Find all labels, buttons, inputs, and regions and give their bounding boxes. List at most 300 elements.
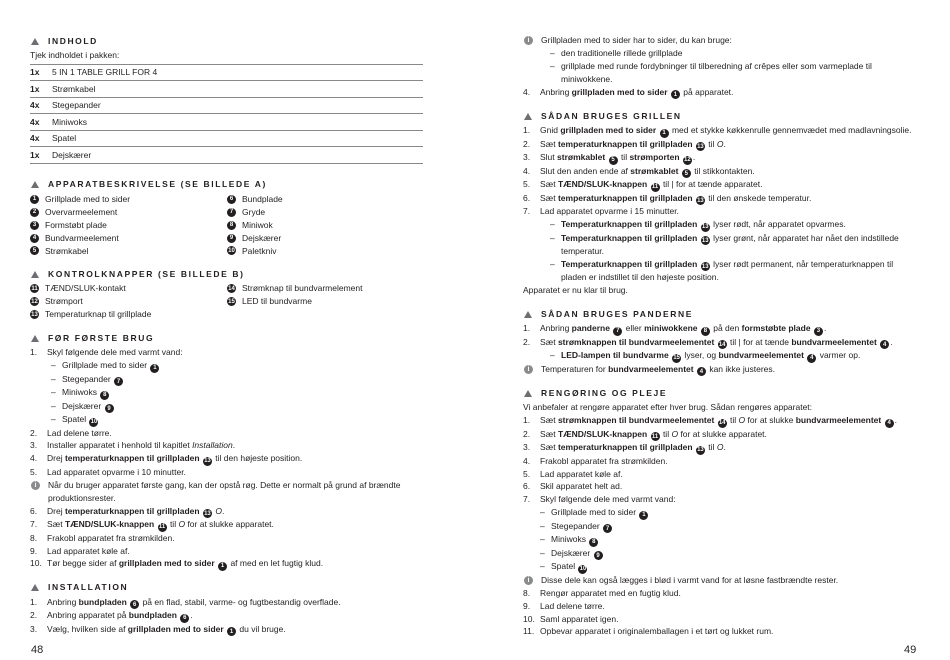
warning-triangle-icon (31, 335, 39, 342)
number-badge: 7 (603, 524, 612, 533)
step-3: 3. Installer apparatet i henhold til kapitlet Installation. (30, 440, 236, 451)
step-text: for at slukke apparatet. (678, 428, 767, 439)
bold-term: TÆND/SLUK-knappen (64, 519, 155, 530)
list-item (30, 232, 227, 245)
step-text: til | for at tænde apparatet. (660, 179, 763, 190)
parts-list (30, 193, 425, 258)
step-6: 6. Skil apparatet helt ad. (523, 480, 920, 493)
number-badge: 5 (682, 169, 691, 178)
step-4: 4. Drej temperaturknappen til grillpladen 13 til den højeste position. (30, 453, 303, 465)
controls-list (30, 282, 425, 321)
qty-cell: 4x (30, 130, 52, 147)
number-badge: 14 (228, 285, 235, 292)
table-row (30, 147, 423, 164)
sub-item: – Miniwoks 8 (523, 533, 920, 547)
sub-text: Dejskærer (551, 547, 591, 558)
list-item (30, 282, 227, 295)
step-8: 8. Frakobl apparatet fra strømkilden. (30, 532, 425, 545)
sub-item: – Dejskærer 9 (523, 547, 920, 561)
list-item (227, 245, 423, 258)
bold-term: strømkablet (557, 152, 606, 163)
sub-text: lyser, og (682, 350, 719, 361)
sub-item: – Miniwoks 8 (30, 386, 425, 400)
bold-term: Temperaturknappen til grillpladen (561, 219, 698, 230)
step-3: 3. Vælg, hvilken side af grillpladen med to sider 1 du vil bruge. (30, 623, 286, 635)
bold-term: grillpladen med to sider (560, 125, 657, 136)
info-icon: i (31, 481, 40, 490)
number-badge: 10 (90, 419, 98, 426)
sub-item: – Temperaturknappen til grillpladen 13 lyser rødt permanent, når temperaturknappen til pladen er indstillet til den højeste position. (550, 258, 894, 283)
sub-text: Spatel (551, 561, 576, 572)
number-badge: 14 (718, 341, 726, 348)
page-number-left: 48 (31, 644, 44, 656)
table-row (30, 97, 423, 114)
off-symbol: O (671, 428, 679, 439)
step-text: . (823, 323, 827, 334)
step-text: Lad delene tørre. (47, 427, 112, 438)
number-badge: 2 (30, 208, 39, 217)
part-label: Overvarmeelement (45, 206, 118, 217)
step-text: til | for at tænde (727, 336, 792, 347)
number-badge: 8 (100, 391, 109, 400)
number-badge: 11 (158, 524, 166, 531)
table-row (30, 81, 423, 98)
sub-item: – grillplade med runde fordybninger til tilberedning af crêpes eller som varmeplade til miniwokkene. (523, 60, 920, 86)
step-11: 11. Opbevar apparatet i originalemballagen i et tørt og lukket rum. (523, 625, 920, 638)
number-badge: 8 (227, 221, 236, 230)
section-pans-use (523, 307, 920, 376)
number-badge: 5 (609, 156, 618, 165)
part-label: Strømkabel (45, 245, 89, 256)
number-badge: 9 (227, 234, 236, 243)
bold-term: strømknappen til bundvarmeelementet (557, 415, 715, 426)
tip (30, 479, 425, 505)
step-text: . (894, 415, 897, 426)
bold-term: Temperaturknappen til grillpladen (561, 232, 698, 243)
step-text: Sæt (540, 138, 558, 149)
step-text: Skyl følgende dele med varmt vand: (540, 494, 676, 505)
sub-text: Spatel (62, 414, 87, 425)
step-5: 5. Sæt TÆND/SLUK-knappen 11 til | for at tænde apparatet. (523, 179, 763, 191)
info-icon: i (524, 365, 533, 374)
sub-item: – Stegepander 7 (523, 520, 920, 534)
bold-term: bundpladen (78, 596, 127, 607)
bold-term: temperaturknappen til grillpladen (64, 453, 200, 464)
number-badge: 7 (114, 377, 123, 386)
sub-text: lyser grønt, når apparatet har nået den indstillede temperatur. (561, 232, 899, 257)
item-cell: 5 IN 1 TABLE GRILL FOR 4 (52, 64, 423, 81)
bold-term: formstøbte plade (741, 323, 811, 334)
step-9: 9. Lad delene tørre. (523, 600, 920, 613)
section-title: RENGØRING OG PLEJE (541, 387, 668, 398)
bold-term: strømkablet (630, 165, 679, 176)
item-cell: Spatel (52, 130, 423, 147)
step-text: . (692, 152, 696, 163)
part-label: Strømport (45, 296, 83, 307)
info-icon: i (524, 576, 533, 585)
step-4: 4. Slut den anden ende af strømkablet 5 til stikkontakten. (523, 165, 755, 177)
number-badge: 13 (701, 237, 709, 244)
sub-item: – Spatel 10 (51, 414, 98, 426)
bold-term: Temperaturknappen til grillpladen (561, 258, 698, 269)
step-text: Skil apparatet helt ad. (540, 481, 623, 492)
off-symbol: O (716, 138, 724, 149)
step-text: Lad delene tørre. (540, 600, 605, 611)
step-7: 7. Sæt TÆND/SLUK-knappen 11 til O for at slukke apparatet. (30, 519, 274, 531)
step-text: Slut (540, 152, 558, 163)
sub-item: – LED-lampen til bundvarme 15 lyser, og bundvarmeelementet 4 varmer op. (550, 350, 861, 362)
part-label: Miniwok (242, 219, 273, 230)
step-3: 3. Sæt temperaturknappen til grillpladen 13 til O. (523, 442, 726, 454)
off-symbol: O (178, 519, 186, 530)
bold-term: grillpladen med to sider (571, 86, 668, 97)
step-text: af med en let fugtig klud. (228, 558, 324, 569)
step-text: til (167, 519, 179, 530)
number-badge: 15 (228, 298, 235, 305)
step-text: Sæt (540, 336, 558, 347)
step-text: Lad apparatet opvarme i 10 minutter. (47, 466, 186, 477)
contents-table (30, 64, 423, 164)
section-title: INDHOLD (48, 35, 98, 46)
sub-text: den traditionelle rillede grillplade (561, 47, 683, 58)
left-page (30, 34, 425, 646)
step-text: Gnid (540, 125, 561, 136)
bold-term: bundvarmeelementet (795, 415, 882, 426)
bold-term: bundvarmeelementet (791, 336, 877, 347)
warning-triangle-icon (524, 390, 532, 397)
step-text: Drej (47, 453, 65, 464)
step-text: på apparatet. (680, 86, 734, 97)
section-contents (30, 34, 425, 164)
step-text: Installer apparatet i henhold til kapitlet (47, 440, 193, 451)
list-item (227, 219, 423, 232)
number-badge: 13 (697, 143, 704, 150)
step-text: Skyl følgende dele med varmt vand: (47, 347, 183, 358)
step-text: Tør begge sider af (47, 558, 119, 569)
sub-text: lyser rødt permanent, når temperaturknappen til pladen er indstillet til den højeste position. (561, 258, 894, 283)
step-text: Sæt (47, 519, 65, 530)
number-badge: 11 (651, 184, 659, 191)
number-badge: 4 (885, 419, 894, 428)
list-item (30, 295, 227, 308)
item-cell: Strømkabel (52, 81, 423, 98)
number-badge: 13 (204, 458, 211, 465)
sub-item: – Grillplade med to sider 1 (523, 506, 920, 520)
number-badge: 6 (180, 614, 189, 623)
step-text: til (705, 442, 717, 453)
bold-term: temperaturknappen til grillpladen (557, 192, 693, 203)
number-badge: 13 (701, 263, 709, 270)
tip-text: kan ikke justeres. (706, 363, 775, 374)
bold-term: bundpladen (128, 610, 177, 621)
step-text: Sæt (540, 442, 558, 453)
part-label: Grillplade med to sider (45, 193, 131, 204)
sub-item: – Temperaturknappen til grillpladen 13 lyser rødt, når apparatet opvarmes. (550, 219, 846, 231)
step-5: 5. Lad apparatet køle af. (523, 468, 920, 481)
page-number-right: 49 (904, 644, 917, 656)
tip-text: Temperaturen for (541, 363, 609, 374)
bold-term: bundvarmeelementet (608, 363, 694, 374)
number-badge: 9 (105, 404, 114, 413)
step-text: Rengør apparatet med en fugtig klud. (540, 587, 681, 598)
part-label: Bundplade (242, 193, 283, 204)
step-4: 4. Frakobl apparatet fra strømkilden. (523, 455, 920, 468)
step-text: Slut den anden ende af (540, 165, 631, 176)
number-badge: 15 (673, 355, 680, 362)
qty-cell: 1x (30, 64, 52, 81)
step-text: til (618, 152, 630, 163)
step-text: Frakobl apparatet fra strømkilden. (540, 455, 668, 466)
section-title: SÅDAN BRUGES GRILLEN (541, 110, 682, 121)
step-7: 7. Lad apparatet opvarme i 15 minutter. (523, 205, 920, 218)
step-text: på en flad, stabil, varme- og fugtbestandig overflade. (140, 596, 341, 607)
bold-term: temperaturknappen til grillpladen (557, 442, 693, 453)
bold-term: LED-lampen til bundvarme (561, 350, 669, 361)
step-text: Anbring (540, 86, 572, 97)
step-8: 8. Rengør apparatet med en fugtig klud. (523, 587, 920, 600)
step-text: til den ønskede temperatur. (705, 192, 812, 203)
ready-note: Apparatet er nu klar til brug. (523, 285, 628, 296)
sub-item: – Dejskærer 9 (30, 400, 425, 414)
number-badge: 13 (697, 447, 704, 454)
part-label: Bundvarmeelement (45, 232, 119, 243)
step-1: 1. Gnid grillpladen med to sider 1 med et stykke køkkenrulle gennemvædet med madlavningsolie. (523, 125, 912, 137)
list-item (227, 282, 423, 295)
bold-term: bundvarmeelementet (718, 350, 804, 361)
step-7: 7. Skyl følgende dele med varmt vand: (523, 493, 920, 506)
bold-term: strømporten (629, 152, 680, 163)
step-1: 1. Sæt strømknappen til bundvarmeelementet 14 til O for at slukke bundvarmeelementet 4 . (523, 415, 897, 427)
tip (523, 574, 920, 587)
section-controls (30, 267, 425, 321)
list-item (30, 193, 227, 206)
number-badge: 8 (589, 538, 598, 547)
warning-triangle-icon (524, 311, 532, 318)
number-badge: 10 (228, 247, 235, 254)
section-title: SÅDAN BRUGES PANDERNE (541, 308, 693, 319)
tip-text: Disse dele kan også lægges i blød i varmt vand for at løsne fastbrændte rester. (541, 574, 839, 585)
step-5: 5. Lad apparatet opvarme i 10 minutter. (30, 466, 425, 479)
list-item (30, 219, 227, 232)
sub-text: grillplade med runde fordybninger til tilberedning af crêpes eller som varmeplade til miniwokkene. (561, 60, 872, 84)
number-badge: 10 (579, 566, 587, 573)
step-text: Anbring (540, 323, 572, 334)
step-text: til den højeste position. (212, 453, 303, 464)
step-text: til (727, 415, 739, 426)
section-title: APPARATBESKRIVELSE (SE BILLEDE A) (48, 179, 267, 190)
step-1: 1. Skyl følgende dele med varmt vand: (30, 346, 425, 359)
tip (523, 363, 920, 377)
bold-term: miniwokkene (644, 323, 698, 334)
step-text: Opbevar apparatet i originalemballagen i et tørt og lukket rum. (540, 626, 774, 637)
list-item (30, 245, 227, 258)
table-row (30, 114, 423, 131)
warning-triangle-icon (31, 584, 39, 591)
step-10: 10. Saml apparatet igen. (523, 613, 920, 626)
warning-triangle-icon (524, 113, 532, 120)
bold-term: strømknappen til bundvarmeelementet (557, 336, 715, 347)
bold-term: TÆND/SLUK-knappen (557, 179, 648, 190)
step-text: Anbring apparatet på (47, 610, 129, 621)
number-badge: 4 (880, 340, 889, 349)
step-text: . (723, 442, 726, 453)
number-badge: 1 (150, 364, 159, 373)
step-text: Frakobl apparatet fra strømkilden. (47, 532, 175, 543)
item-cell: Dejskærer (52, 147, 423, 164)
qty-cell: 4x (30, 114, 52, 131)
sub-text: varmer op. (817, 350, 861, 361)
step-text: . (221, 505, 225, 516)
tip-text: Grillpladen med to sider har to sider, du kan bruge: (541, 35, 732, 45)
step-text: Lad apparatet køle af. (47, 545, 130, 556)
bold-term: grillpladen med to sider (127, 623, 224, 634)
number-badge: 1 (227, 627, 236, 636)
cleaning-intro: Vi anbefaler at rengøre apparatet efter hver brug. Sådan rengøres apparatet: (523, 402, 813, 413)
number-badge: 7 (613, 327, 622, 336)
step-1: 1. Anbring bundpladen 6 på en flad, stabil, varme- og fugtbestandig overflade. (30, 596, 341, 608)
number-badge: 12 (31, 298, 38, 305)
step-text: Sæt (540, 428, 558, 439)
warning-triangle-icon (31, 38, 39, 45)
part-label: Dejskærer (242, 232, 282, 243)
list-item (227, 295, 423, 308)
number-badge: 12 (684, 157, 691, 164)
part-label: Strømknap til bundvarmelement (242, 283, 363, 294)
step-text: eller (623, 323, 645, 334)
number-badge: 13 (697, 197, 704, 204)
step-text: Anbring (47, 596, 79, 607)
step-text: Sæt (540, 415, 558, 426)
step-text: . (232, 440, 236, 451)
number-badge: 3 (30, 221, 39, 230)
step-10: 10. Tør begge sider af grillpladen med to sider 1 af med en let fugtig klud. (30, 558, 324, 570)
bold-term: panderne (571, 323, 610, 334)
number-badge: 1 (639, 511, 648, 520)
sub-item: – den traditionelle rillede grillplade (550, 47, 683, 58)
section-installation-cont (523, 34, 920, 99)
info-icon: i (524, 36, 533, 45)
part-label: Temperaturknap til grillplade (45, 309, 152, 320)
sub-text: Dejskærer (62, 400, 102, 411)
sub-text: lyser rødt, når apparatet opvarmes. (710, 219, 846, 230)
number-badge: 4 (30, 234, 39, 243)
step-1: 1. Anbring panderne 7 eller miniwokkene 8 på den formstøbte plade 3 . (523, 323, 827, 335)
bold-term: TÆND/SLUK-knappen (557, 428, 648, 439)
table-row (30, 64, 423, 81)
section-title: KONTROLKNAPPER (SE BILLEDE B) (48, 268, 245, 279)
section-title: FØR FØRSTE BRUG (48, 332, 155, 343)
part-label: LED til bundvarme (242, 296, 312, 307)
part-label: TÆND/SLUK-kontakt (45, 283, 126, 294)
off-symbol: O (738, 415, 746, 426)
number-badge: 11 (651, 433, 659, 440)
step-2: 2. Sæt strømknappen til bundvarmeelementet 14 til | for at tænde bundvarmeelementet 4 . (523, 336, 893, 348)
sub-item: – Stegepander 7 (30, 373, 425, 387)
item-cell: Stegepander (52, 97, 423, 114)
warning-triangle-icon (31, 271, 39, 278)
tip-text: Når du bruger apparatet første gang, kan der opstå røg. Dette er normalt på grund af brændte produktionsrester. (48, 479, 401, 503)
step-text: for at slukke apparatet. (185, 519, 274, 530)
chapter-reference: Installation (192, 440, 233, 451)
table-row (30, 130, 423, 147)
contents-intro: Tjek indholdet i pakken: (30, 50, 120, 60)
sub-text: Miniwoks (62, 387, 97, 398)
sub-item: – Spatel 10 (540, 561, 587, 573)
step-text: til (705, 138, 717, 149)
number-badge: 4 (807, 354, 816, 363)
list-item (30, 206, 227, 219)
tip (523, 34, 920, 47)
number-badge: 7 (227, 208, 236, 217)
step-2: 2. Sæt temperaturknappen til grillpladen 13 til O. (523, 138, 726, 150)
number-badge: 1 (660, 129, 669, 138)
sub-item: – Temperaturknappen til grillpladen 13 lyser grønt, når apparatet har nået den indstillede temperatur. (550, 232, 899, 257)
bold-term: temperaturknappen til grillpladen (64, 505, 200, 516)
list-item (227, 206, 423, 219)
number-badge: 1 (218, 562, 227, 571)
number-badge: 4 (697, 367, 706, 376)
step-text: med et stykke køkkenrulle gennemvædet med madlavningsolie. (669, 125, 912, 136)
step-text: Sæt (540, 179, 558, 190)
part-label: Paletkniv (242, 245, 277, 256)
section-grill-use (523, 109, 920, 297)
number-badge: 6 (130, 600, 139, 609)
section-title: INSTALLATION (48, 582, 129, 593)
number-badge: 3 (814, 327, 823, 336)
step-text: Drej (47, 505, 65, 516)
part-label: Gryde (242, 206, 266, 217)
number-badge: 13 (204, 510, 211, 517)
step-9: 9. Lad apparatet køle af. (30, 545, 425, 558)
sub-text: Grillplade med to sider (62, 360, 148, 371)
number-badge: 11 (31, 285, 38, 292)
qty-cell: 4x (30, 97, 52, 114)
step-text: . (723, 138, 726, 149)
item-cell: Miniwoks (52, 114, 423, 131)
step-text: Lad apparatet opvarme i 15 minutter. (540, 206, 679, 217)
step-6: 6. Sæt temperaturknappen til grillpladen 13 til den ønskede temperatur. (523, 192, 812, 204)
list-item (227, 193, 423, 206)
number-badge: 1 (671, 90, 680, 99)
sub-text: Grillplade med to sider (551, 507, 637, 518)
step-text: du vil bruge. (237, 623, 286, 634)
section-appliance (30, 178, 425, 258)
list-item (227, 232, 423, 245)
step-text: Sæt (540, 192, 558, 203)
qty-cell: 1x (30, 147, 52, 164)
part-label: Formstøbt plade (45, 219, 107, 230)
step-text: til stikkontakten. (691, 165, 755, 176)
number-badge: 6 (227, 195, 236, 204)
number-badge: 9 (594, 551, 603, 560)
number-badge: 5 (30, 246, 39, 255)
bold-term: grillpladen med to sider (118, 558, 215, 569)
sub-text: Stegepander (62, 373, 111, 384)
list-item (30, 308, 227, 321)
step-text: . (890, 336, 893, 347)
bold-term: temperaturknappen til grillpladen (557, 138, 693, 149)
step-text: for at slukke (745, 415, 796, 426)
step-3: 3. Slut strømkablet 5 til strømporten 12 . (523, 152, 696, 164)
sub-item: – Grillplade med to sider 1 (30, 359, 425, 373)
sub-text: Miniwoks (551, 534, 586, 545)
off-symbol: O (215, 505, 222, 516)
section-installation (30, 581, 425, 637)
number-badge: 14 (718, 420, 726, 427)
sub-text: Stegepander (551, 520, 600, 531)
step-2: 2. Anbring apparatet på bundpladen 6 . (30, 610, 193, 622)
off-symbol: O (716, 442, 724, 453)
